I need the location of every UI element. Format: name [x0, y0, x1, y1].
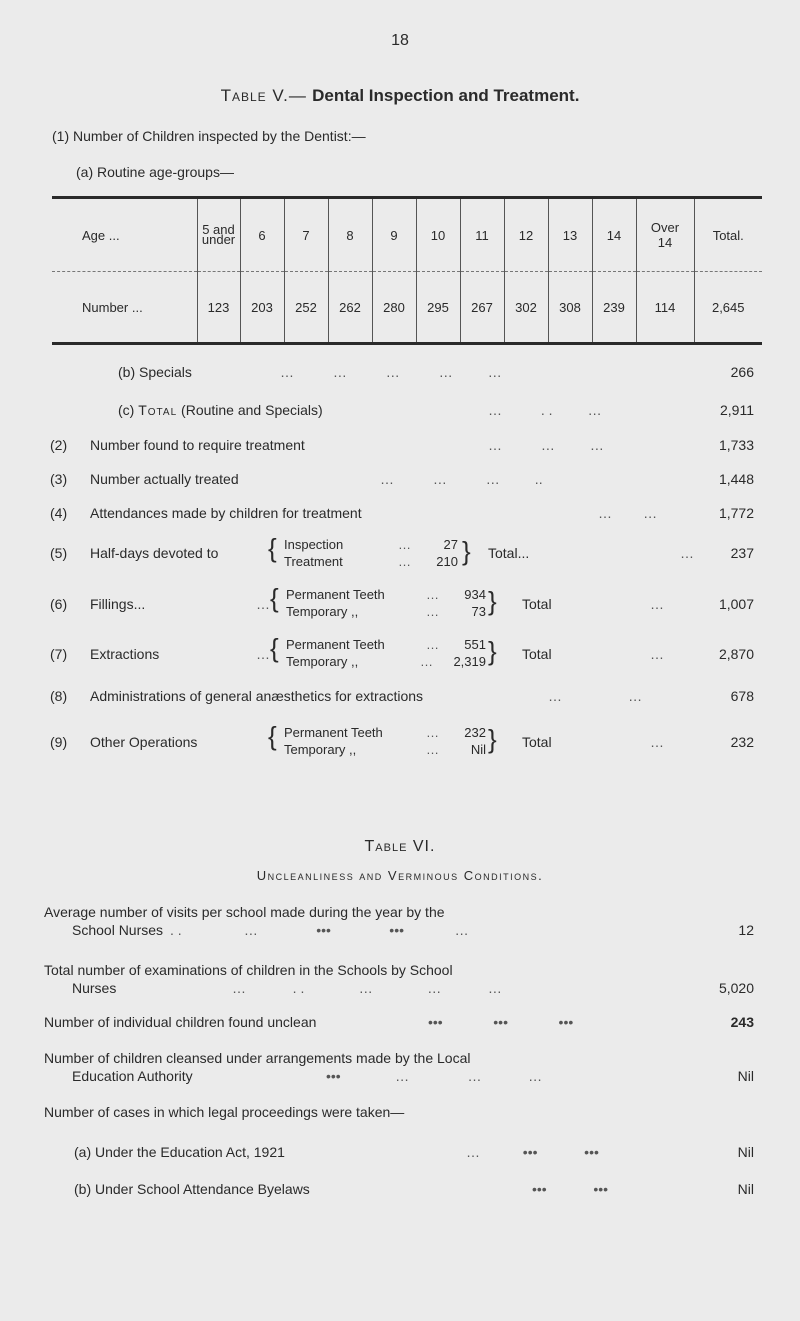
total-num: (c) [118, 402, 135, 418]
fillings-total-value: 1,007 [718, 596, 754, 612]
row-4-num: (4) [50, 505, 68, 521]
t6-item-2-value: 5,020 [718, 980, 754, 996]
total-word: Total [138, 402, 178, 418]
leader-dots: … [426, 637, 439, 652]
age-header-label: Age ... [82, 227, 120, 243]
other-b-value: Nil [470, 742, 486, 757]
age-col-header: 8 [328, 198, 372, 272]
legal-heading: Number of cases in which legal proceedings were taken— [44, 1104, 405, 1120]
extractions-total-value: 2,870 [718, 646, 754, 662]
leader-dots: … … … [488, 437, 604, 453]
t6-item-4-value: Nil [737, 1068, 754, 1084]
brace-open: { [268, 533, 277, 563]
age-col-header: 5 and under [197, 198, 240, 272]
t6-item-2-line2: Nurses [72, 980, 117, 996]
t6-item-1-line1: Average number of visits per school made during the year by the [44, 904, 445, 920]
other-total-value: 232 [730, 734, 754, 750]
total-routine-specials-label [118, 402, 323, 418]
brace-close: } [488, 724, 497, 754]
halfdays-a-value: 27 [443, 537, 458, 552]
age-col-header: 14 [592, 198, 636, 272]
fillings-a-label: Permanent Teeth [286, 587, 385, 602]
age-col-header: 10 [416, 198, 460, 272]
leader-dots: … [256, 646, 270, 662]
table-vi-subtitle: Uncleanliness and Verminous Conditions. [256, 868, 544, 883]
extractions-b-label: Temporary ,, [286, 654, 359, 669]
extractions-total-label: Total [522, 646, 552, 662]
leader-dots: … [426, 742, 439, 757]
row-3-label: Number actually treated [90, 471, 239, 487]
row-8-value: 678 [730, 688, 754, 704]
question-1a: (a) Routine age-groups— [76, 164, 234, 180]
age-value: 295 [416, 272, 460, 344]
age-value: 302 [504, 272, 548, 344]
row-4-value: 1,772 [718, 505, 754, 521]
leader-dots: . . … ••• ••• … [170, 922, 469, 938]
legal-a-label: (a) Under the Education Act, 1921 [74, 1144, 285, 1160]
leader-dots: … [398, 554, 411, 569]
t6-item-3-label: Number of individual children found unclean [44, 1014, 317, 1030]
age-value: 123 [197, 272, 240, 344]
legal-b-label: (b) Under School Attendance Byelaws [74, 1181, 310, 1197]
table-v-heading: Dental Inspection and Treatment. [312, 86, 580, 105]
leader-dots: ••• ••• ••• [428, 1014, 574, 1030]
t6-item-4-line2: Education Authority [72, 1068, 193, 1084]
age-value: 252 [284, 272, 328, 344]
row-5-label: Half-days devoted to [90, 545, 219, 561]
leader-dots: … … [548, 688, 643, 704]
leader-dots: … ••• ••• [466, 1144, 599, 1160]
fillings-total-label: Total [522, 596, 552, 612]
legal-b-value: Nil [737, 1181, 754, 1197]
t6-item-4-line1: Number of children cleansed under arrangements made by the Local [44, 1050, 471, 1066]
extractions-a-label: Permanent Teeth [286, 637, 385, 652]
brace-open: { [270, 633, 279, 663]
t6-item-2-line1: Total number of examinations of children in the Schools by School [44, 962, 453, 978]
age-value: 308 [548, 272, 592, 344]
leader-dots: … … … … … [280, 364, 502, 380]
age-col-header: 7 [284, 198, 328, 272]
leader-dots: … [426, 587, 439, 602]
row-8-num: (8) [50, 688, 68, 704]
brace-close: } [488, 586, 497, 616]
age-value: 114 [636, 272, 694, 344]
halfdays-a-label: Inspection [284, 537, 344, 552]
total-routine-specials-value: 2,911 [720, 402, 754, 418]
age-col-header: 12 [504, 198, 548, 272]
age-group-table [52, 196, 762, 345]
age-header-row [52, 198, 762, 272]
age-value: 280 [372, 272, 416, 344]
row-3-num: (3) [50, 471, 68, 487]
age-col-header: Over 14 [636, 198, 694, 272]
row-2-num: (2) [50, 437, 68, 453]
brace-open: { [268, 721, 277, 751]
age-col-header: 9 [372, 198, 416, 272]
leader-dots: … … … .. [380, 471, 543, 487]
row-9-num: (9) [50, 734, 68, 750]
age-value: 2,645 [694, 272, 762, 344]
leader-dots: … [426, 604, 439, 619]
t6-item-1-value: 12 [738, 922, 754, 938]
legal-a-value: Nil [737, 1144, 754, 1160]
leader-dots: … . . … [488, 402, 602, 418]
leader-dots: … [426, 725, 439, 740]
other-total-label: Total [522, 734, 552, 750]
leader-dots: … [650, 734, 664, 750]
other-a-value: 232 [464, 725, 486, 740]
halfdays-total-value: 237 [730, 545, 754, 561]
age-col-header: Total. [694, 198, 762, 272]
row-2-value: 1,733 [718, 437, 754, 453]
fillings-a-value: 934 [464, 587, 486, 602]
leader-dots: … [398, 537, 411, 552]
halfdays-b-label: Treatment [284, 554, 343, 569]
age-value: 239 [592, 272, 636, 344]
age-value: 262 [328, 272, 372, 344]
age-value: 267 [460, 272, 504, 344]
leader-dots: … . . … … … [232, 980, 502, 996]
row-7-label: Extractions [90, 646, 160, 662]
row-6-num: (6) [50, 596, 68, 612]
leader-dots: … … [598, 505, 658, 521]
number-label: Number ... [52, 272, 197, 344]
table-v-title [0, 86, 800, 106]
page-number: 18 [391, 32, 409, 49]
t6-item-1-line2: School Nurses [72, 922, 164, 938]
table-v-label: Table V.— [220, 86, 307, 105]
table-vi-title: Table VI. [364, 838, 436, 855]
brace-open: { [270, 583, 279, 613]
row-8-label: Administrations of general anæsthetics for extractions [90, 688, 424, 704]
leader-dots: … [650, 646, 664, 662]
row-7-num: (7) [50, 646, 68, 662]
row-4-label: Attendances made by children for treatment [90, 505, 362, 521]
row-6-label: Fillings... [90, 596, 146, 612]
t6-item-3-value: 243 [730, 1014, 754, 1030]
leader-dots: … [650, 596, 664, 612]
fillings-b-value: 73 [471, 604, 486, 619]
specials-value: 266 [730, 364, 754, 380]
other-a-label: Permanent Teeth [284, 725, 383, 740]
question-1: (1) Number of Children inspected by the Dentist:— [52, 128, 366, 144]
extractions-b-value: 2,319 [453, 654, 486, 669]
age-col-header: 6 [240, 198, 284, 272]
row-9-label: Other Operations [90, 734, 198, 750]
row-5-num: (5) [50, 545, 68, 561]
fillings-b-label: Temporary ,, [286, 604, 359, 619]
age-col-header: 11 [460, 198, 504, 272]
total-rest: (Routine and Specials) [181, 402, 323, 418]
extractions-a-value: 551 [464, 637, 486, 652]
brace-close: } [462, 536, 471, 566]
leader-dots: … [420, 654, 433, 669]
age-number-row [52, 272, 762, 344]
leader-dots: … [680, 545, 694, 561]
leader-dots: ••• ••• [532, 1181, 609, 1197]
halfdays-b-value: 210 [436, 554, 458, 569]
other-b-label: Temporary ,, [284, 742, 357, 757]
leader-dots: … [256, 596, 270, 612]
age-value: 203 [240, 272, 284, 344]
row-3-value: 1,448 [718, 471, 754, 487]
halfdays-total-label: Total... [488, 545, 530, 561]
brace-close: } [488, 636, 497, 666]
age-col-header: 13 [548, 198, 592, 272]
leader-dots: ••• … … … [326, 1068, 543, 1084]
row-2-label: Number found to require treatment [90, 437, 305, 453]
specials-label: (b) Specials [118, 364, 192, 380]
